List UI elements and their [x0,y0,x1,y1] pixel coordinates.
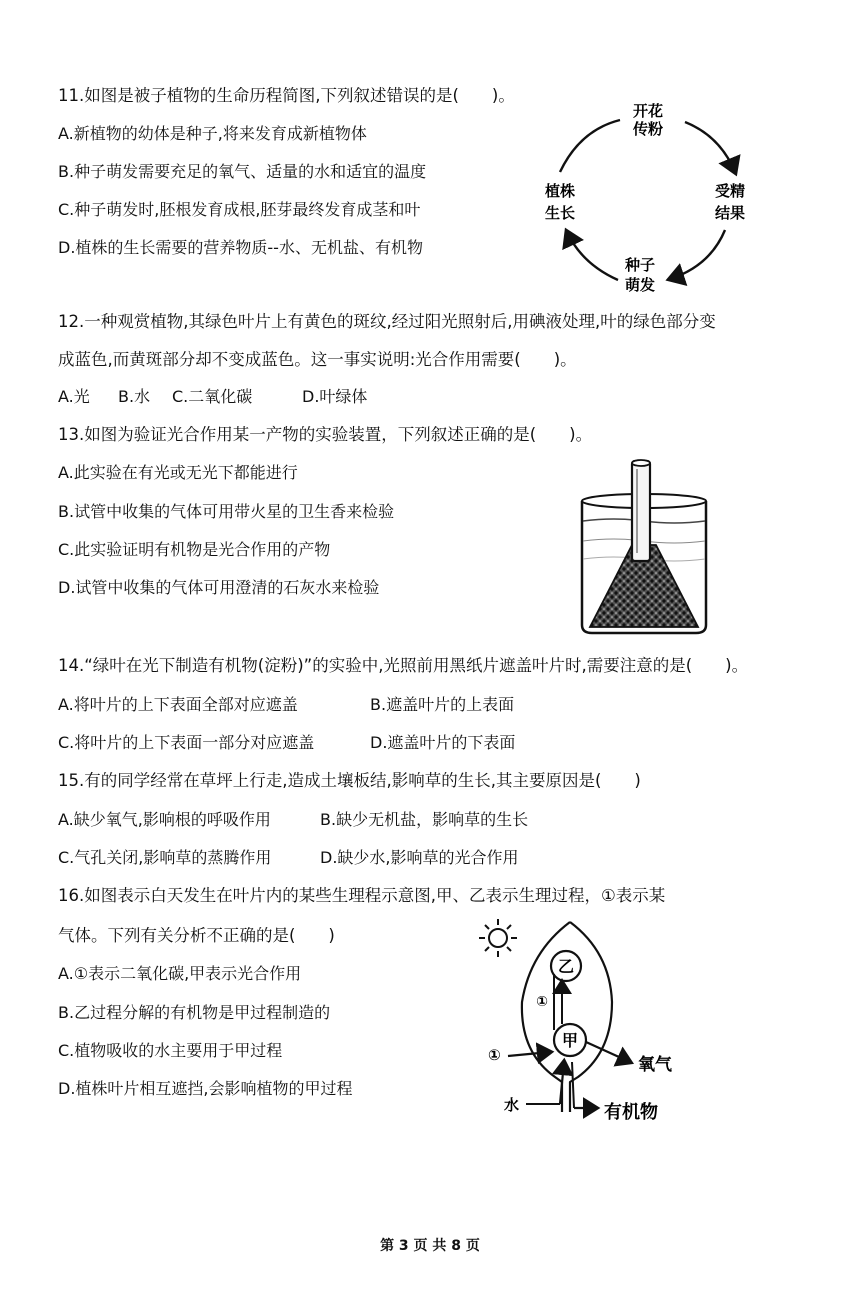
sun-icon [479,919,517,957]
q11-option-d: D.植株的生长需要的营养物质--水、无机盐、有机物 [58,238,423,257]
gas1-inner-label: ① [536,994,548,1010]
test-tube-top [632,460,650,466]
q15-option-d: D.缺少水,影响草的光合作用 [320,848,519,867]
q16-stem-line1: 16.如图表示白天发生在叶片内的某些生理程示意图,甲、乙表示生理过程，①表示某 [58,886,666,905]
process-yi-label: 乙 [557,957,575,976]
process-jia-label: 甲 [561,1031,579,1050]
q15-stem: 15.有的同学经常在草坪上行走,造成土壤板结,影响草的生长,其主要原因是( ) [58,771,641,790]
q13-stem: 13.如图为验证光合作用某一产物的实验装置，下列叙述正确的是( )。 [58,425,593,444]
cycle-arrow-top-right [685,122,735,172]
cycle-right-line1: 受精 [714,182,746,200]
q14-option-b: B.遮盖叶片的上表面 [370,695,515,714]
q16-stem-line2: 气体。下列有关分析不正确的是( ) [58,926,335,945]
cycle-top-line2: 传粉 [632,120,664,138]
q11-option-b: B.种子萌发需要充足的氧气、适量的水和适宜的温度 [58,162,427,181]
q11-option-c: C.种子萌发时,胚根发育成根,胚芽最终发育成茎和叶 [58,200,421,219]
cycle-right-line2: 结果 [714,204,746,222]
q13-option-a: A.此实验在有光或无光下都能进行 [58,463,298,482]
arrow-oxygen-out [586,1042,630,1062]
life-cycle-diagram [530,96,770,296]
q12-option-b: B.水 [118,387,151,406]
q11-option-a: A.新植物的幼体是种子,将来发育成新植物体 [58,124,367,143]
page-footer: 第 3 页 共 8 页 [380,1238,480,1254]
q16-option-d: D.植株叶片相互遮挡,会影响植物的甲过程 [58,1079,353,1098]
q12-stem-line1: 12.一种观赏植物,其绿色叶片上有黄色的斑纹,经过阳光照射后,用碘液处理,叶的绿色部分变 [58,312,716,331]
cycle-left-line2: 生长 [544,204,576,222]
cycle-bottom-line1: 种子 [624,256,656,274]
q15-option-a: A.缺少氧气,影响根的呼吸作用 [58,810,271,829]
q14-stem: 14.“绿叶在光下制造有机物(淀粉)”的实验中,光照前用黑纸片遮盖叶片时,需要注意的是( )。 [58,656,749,675]
q16-option-c: C.植物吸收的水主要用于甲过程 [58,1041,283,1060]
cycle-left-line1: 植株 [544,182,576,200]
q12-option-c: C.二氧化碳 [172,387,253,406]
q16-option-b: B.乙过程分解的有机物是甲过程制造的 [58,1003,331,1022]
q12-stem-line2: 成蓝色,而黄斑部分却不变成蓝色。这一事实说明:光合作用需要( )。 [58,350,577,369]
cycle-top-line1: 开花 [632,102,664,120]
cycle-arrow-bottom-left [567,232,618,280]
q13-option-c: C.此实验证明有机物是光合作用的产物 [58,540,331,559]
cycle-bottom-line2: 萌发 [624,276,656,294]
q13-option-b: B.试管中收集的气体可用带火星的卫生香来检验 [58,502,395,521]
q15-option-c: C.气孔关闭,影响草的蒸腾作用 [58,848,272,867]
q12-option-d: D.叶绿体 [302,387,368,406]
gas1-left-label: ① [488,1046,501,1064]
experiment-apparatus [574,455,714,637]
q15-option-b: B.缺少无机盐，影响草的生长 [320,810,529,829]
cycle-arrow-top-left [560,120,620,172]
q14-option-c: C.将叶片的上下表面一部分对应遮盖 [58,733,315,752]
q14-option-a: A.将叶片的上下表面全部对应遮盖 [58,695,298,714]
cycle-arrow-bottom-right [670,230,725,279]
q12-option-a: A.光 [58,387,90,406]
q16-option-a: A.①表示二氧化碳,甲表示光合作用 [58,964,302,983]
q11-stem: 11.如图是被子植物的生命历程简图,下列叙述错误的是( )。 [58,86,515,105]
water-label: 水 [504,1096,520,1114]
arrow-gas1-in [508,1052,550,1056]
test-tube [632,461,650,561]
oxygen-label: 氧气 [638,1055,672,1075]
q13-option-d: D.试管中收集的气体可用澄清的石灰水来检验 [58,578,380,597]
organic-label: 有机物 [604,1102,658,1123]
leaf-process-diagram [470,912,710,1132]
q14-option-d: D.遮盖叶片的下表面 [370,733,516,752]
